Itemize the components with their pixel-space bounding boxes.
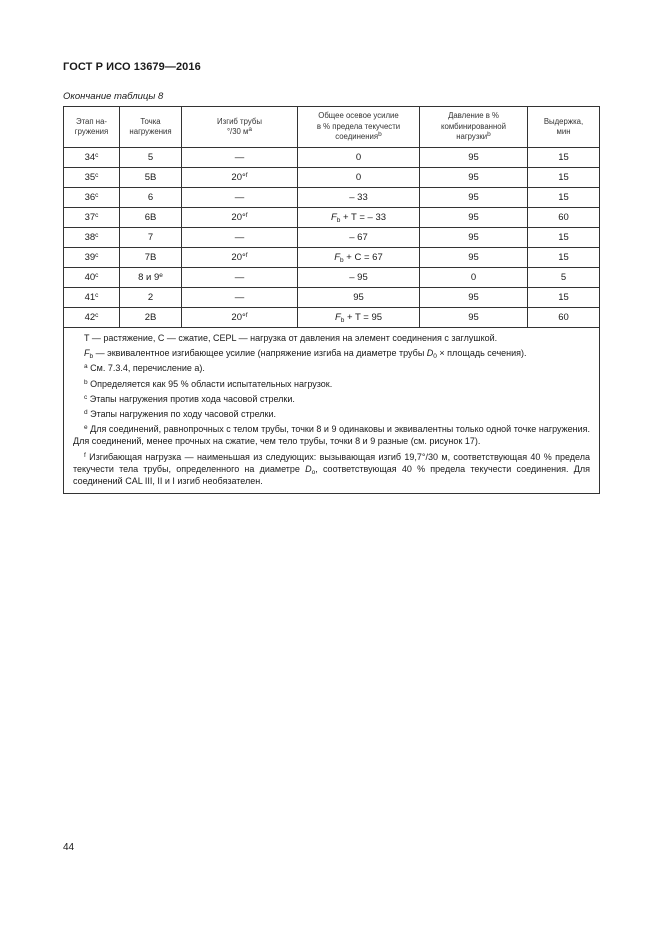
footnote-b-text: Определяется как 95 % области испытательных нагрузок. bbox=[87, 378, 333, 389]
cell-stage bbox=[64, 188, 120, 208]
table-header-row bbox=[64, 107, 600, 148]
bend-footnote: f bbox=[245, 172, 248, 179]
cell-point bbox=[120, 228, 182, 248]
bend-value: — bbox=[234, 272, 245, 283]
cell-force bbox=[298, 288, 420, 308]
force-symbol: F bbox=[334, 252, 341, 263]
stage-footnote: c bbox=[95, 212, 99, 219]
cell-stage bbox=[64, 308, 120, 328]
point-value: 5 bbox=[147, 152, 154, 163]
cell-point bbox=[120, 168, 182, 188]
header-bend bbox=[182, 107, 298, 148]
footnote-c-text: Этапы нагружения против хода часовой стрелки. bbox=[87, 393, 295, 404]
header-pressure-footnote: b bbox=[487, 131, 491, 139]
header-axial-line2: в % предела текучести bbox=[316, 121, 401, 131]
force-value: + T = 95 bbox=[344, 312, 383, 323]
cell-pressure: 95 bbox=[420, 228, 528, 248]
stage-footnote: c bbox=[95, 292, 99, 299]
footnote-e-text: Для соединений, равнопрочных с телом трубы, точки 8 и 9 одинаковы и эквивалентны только одной точке нагружения. Для соединений, менее прочных на сжатие, чем тело трубы, точки 8 и 9 разные (см. рисунок 17). bbox=[73, 424, 590, 447]
header-bend-footnote: a bbox=[248, 126, 253, 133]
cell-point bbox=[120, 148, 182, 168]
cell-hold: 60 bbox=[528, 208, 600, 228]
footnote-d-mark: d bbox=[84, 409, 88, 417]
header-stage-line1: Этап на- bbox=[75, 116, 108, 126]
cell-stage bbox=[64, 268, 120, 288]
bend-value: 20° bbox=[231, 172, 246, 183]
note-legend: T — растяжение, C — сжатие, CEPL — нагрузка от давления на элемент соединения с заглушкой. bbox=[84, 333, 498, 343]
force-value: – 95 bbox=[349, 272, 368, 283]
cell-hold: 15 bbox=[528, 228, 600, 248]
bend-footnote: f bbox=[245, 252, 248, 259]
point-value: 6 bbox=[147, 192, 154, 203]
cell-stage bbox=[64, 148, 120, 168]
footnote-d bbox=[73, 408, 590, 420]
stage-value: 40 bbox=[84, 272, 96, 283]
cell-bend bbox=[182, 228, 298, 248]
loading-stages-table bbox=[63, 106, 600, 494]
cell-hold: 15 bbox=[528, 168, 600, 188]
footnote-f-text-a: Изгибающая нагрузка — наименьшая из следующих: вызывающая изгиб 19,7°/30 м, соответствующая 40 % предела текучести тела трубы, определенного на диаметре bbox=[73, 451, 590, 474]
cell-force bbox=[298, 188, 420, 208]
header-pressure-line1: Давление в % bbox=[448, 111, 499, 121]
table-notes bbox=[64, 328, 600, 494]
header-stage-line2: гружения bbox=[74, 127, 109, 136]
cell-pressure: 95 bbox=[420, 168, 528, 188]
note-fb-subscript: b bbox=[89, 353, 94, 361]
force-symbol: F bbox=[330, 212, 337, 223]
table-row bbox=[64, 188, 600, 208]
cell-bend bbox=[182, 188, 298, 208]
cell-force bbox=[298, 308, 420, 328]
cell-hold: 5 bbox=[528, 268, 600, 288]
header-pressure-line3: нагрузки bbox=[456, 132, 488, 142]
footnote-e bbox=[73, 423, 590, 447]
cell-pressure: 95 bbox=[420, 248, 528, 268]
cell-force bbox=[298, 228, 420, 248]
stage-footnote: c bbox=[95, 312, 99, 319]
note-fb-symbol: F bbox=[84, 348, 90, 359]
note-fb-d-symbol: D bbox=[426, 348, 434, 359]
cell-force bbox=[298, 268, 420, 288]
cell-point bbox=[120, 288, 182, 308]
cell-pressure: 95 bbox=[420, 288, 528, 308]
force-value: + C = 67 bbox=[343, 252, 383, 263]
cell-point bbox=[120, 188, 182, 208]
stage-footnote: c bbox=[95, 232, 99, 239]
stage-value: 36 bbox=[84, 192, 96, 203]
bend-value: — bbox=[234, 292, 245, 303]
cell-hold: 15 bbox=[528, 288, 600, 308]
bend-value: 20° bbox=[231, 212, 246, 223]
force-subscript: b bbox=[340, 257, 344, 264]
stage-value: 42 bbox=[84, 312, 96, 323]
cell-force bbox=[298, 248, 420, 268]
cell-pressure: 0 bbox=[420, 268, 528, 288]
point-footnote: e bbox=[159, 272, 163, 279]
header-axial-line1: Общее осевое усилие bbox=[318, 111, 399, 121]
header-pressure-line2: комбинированной bbox=[441, 121, 506, 131]
cell-hold: 15 bbox=[528, 148, 600, 168]
cell-bend bbox=[182, 148, 298, 168]
stage-value: 38 bbox=[84, 232, 96, 243]
point-value: 6B bbox=[144, 212, 157, 223]
bend-footnote: f bbox=[245, 212, 248, 219]
footnote-e-mark: e bbox=[84, 424, 88, 432]
force-value: 0 bbox=[355, 172, 362, 183]
stage-value: 35 bbox=[84, 172, 96, 183]
force-value: – 67 bbox=[349, 232, 368, 243]
note-fb bbox=[73, 347, 590, 359]
table-body bbox=[64, 148, 600, 494]
point-value: 8 и 9 bbox=[138, 272, 160, 283]
footnote-c-mark: c bbox=[84, 393, 88, 401]
footnote-f-text-b: , соответствующая 40 % предела текучести соединения. Для соединений CAL III, II и I изгиб необязателен. bbox=[73, 463, 590, 487]
table-row bbox=[64, 208, 600, 228]
cell-stage bbox=[64, 228, 120, 248]
cell-bend bbox=[182, 288, 298, 308]
point-value: 2B bbox=[144, 312, 157, 323]
cell-bend bbox=[182, 168, 298, 188]
footnote-c bbox=[73, 393, 590, 405]
bend-footnote: f bbox=[245, 312, 248, 319]
header-point-line1: Точка bbox=[140, 116, 161, 126]
header-point-line2: нагружения bbox=[129, 127, 172, 136]
footnote-b bbox=[73, 378, 590, 390]
cell-stage bbox=[64, 248, 120, 268]
bend-value: — bbox=[234, 152, 245, 163]
footnote-f bbox=[73, 451, 590, 488]
bend-value: — bbox=[234, 232, 245, 243]
force-subscript: b bbox=[340, 317, 345, 324]
point-value: 7 bbox=[147, 232, 154, 243]
point-value: 5B bbox=[144, 172, 157, 183]
header-axial-line3: соединения bbox=[335, 132, 379, 142]
force-value: + T = – 33 bbox=[340, 212, 387, 223]
cell-hold: 15 bbox=[528, 248, 600, 268]
table-row bbox=[64, 288, 600, 308]
table-caption: Окончание таблицы 8 bbox=[63, 91, 164, 102]
cell-point bbox=[120, 308, 182, 328]
cell-point bbox=[120, 248, 182, 268]
table-row bbox=[64, 268, 600, 288]
page-number: 44 bbox=[63, 842, 75, 853]
footnote-f-d-subscript: o bbox=[311, 468, 316, 476]
cell-pressure: 95 bbox=[420, 208, 528, 228]
cell-bend bbox=[182, 308, 298, 328]
table-row bbox=[64, 228, 600, 248]
note-fb-text-a: — эквивалентное изгибающее усилие (напряжение изгиба на диаметре трубы bbox=[93, 348, 427, 359]
header-hold-line2: мин bbox=[556, 127, 571, 136]
cell-point bbox=[120, 268, 182, 288]
cell-bend bbox=[182, 248, 298, 268]
stage-footnote: c bbox=[95, 192, 99, 199]
table-row bbox=[64, 148, 600, 168]
stage-footnote: c bbox=[95, 272, 99, 279]
bend-value: 20° bbox=[231, 252, 246, 263]
cell-stage bbox=[64, 288, 120, 308]
cell-force bbox=[298, 208, 420, 228]
header-point bbox=[120, 107, 182, 148]
force-symbol: F bbox=[334, 312, 341, 323]
stage-footnote: c bbox=[95, 252, 99, 259]
footnote-a-text: См. 7.3.4, перечисление а). bbox=[87, 363, 205, 374]
cell-stage bbox=[64, 208, 120, 228]
header-hold-line1: Выдержка, bbox=[543, 116, 584, 126]
header-axial-footnote: b bbox=[378, 131, 382, 139]
document-header: ГОСТ Р ИСО 13679—2016 bbox=[63, 61, 201, 73]
bend-value: — bbox=[234, 192, 245, 203]
header-pressure bbox=[420, 107, 528, 148]
table-container bbox=[63, 106, 599, 494]
force-value: – 33 bbox=[349, 192, 368, 203]
header-bend-line1: Изгиб трубы bbox=[217, 116, 262, 126]
footnote-f-d-symbol: D bbox=[305, 463, 312, 474]
cell-pressure: 95 bbox=[420, 308, 528, 328]
bend-value: 20° bbox=[231, 312, 246, 323]
footnote-a-mark: a bbox=[84, 363, 88, 371]
note-fb-d-subscript: 0 bbox=[433, 353, 437, 361]
stage-value: 37 bbox=[84, 212, 96, 223]
cell-hold: 60 bbox=[528, 308, 600, 328]
cell-pressure: 95 bbox=[420, 148, 528, 168]
cell-force bbox=[298, 168, 420, 188]
header-stage bbox=[64, 107, 120, 148]
cell-force bbox=[298, 148, 420, 168]
cell-bend bbox=[182, 208, 298, 228]
footnote-b-mark: b bbox=[84, 378, 88, 386]
force-subscript: b bbox=[336, 217, 341, 224]
footnote-a bbox=[73, 362, 590, 374]
table-notes-row bbox=[64, 328, 600, 494]
note-fb-text-b: × площадь сечения). bbox=[436, 348, 527, 359]
table-row bbox=[64, 168, 600, 188]
stage-value: 39 bbox=[84, 252, 96, 263]
force-value: 0 bbox=[355, 152, 362, 163]
stage-footnote: c bbox=[95, 152, 99, 159]
cell-point bbox=[120, 208, 182, 228]
cell-hold: 15 bbox=[528, 188, 600, 208]
cell-stage bbox=[64, 168, 120, 188]
table-row bbox=[64, 248, 600, 268]
footnote-f-mark: f bbox=[84, 451, 86, 459]
stage-value: 34 bbox=[84, 152, 96, 163]
header-axial-force bbox=[298, 107, 420, 148]
stage-value: 41 bbox=[84, 292, 96, 303]
footnote-d-text: Этапы нагружения по ходу часовой стрелки. bbox=[87, 409, 277, 420]
table-row bbox=[64, 308, 600, 328]
header-bend-line2: °/30 м bbox=[226, 127, 249, 136]
header-hold-time bbox=[528, 107, 600, 148]
point-value: 7B bbox=[144, 252, 157, 263]
point-value: 2 bbox=[147, 292, 154, 303]
cell-bend bbox=[182, 268, 298, 288]
stage-footnote: c bbox=[95, 172, 99, 179]
cell-pressure: 95 bbox=[420, 188, 528, 208]
force-value: 95 bbox=[353, 292, 364, 303]
